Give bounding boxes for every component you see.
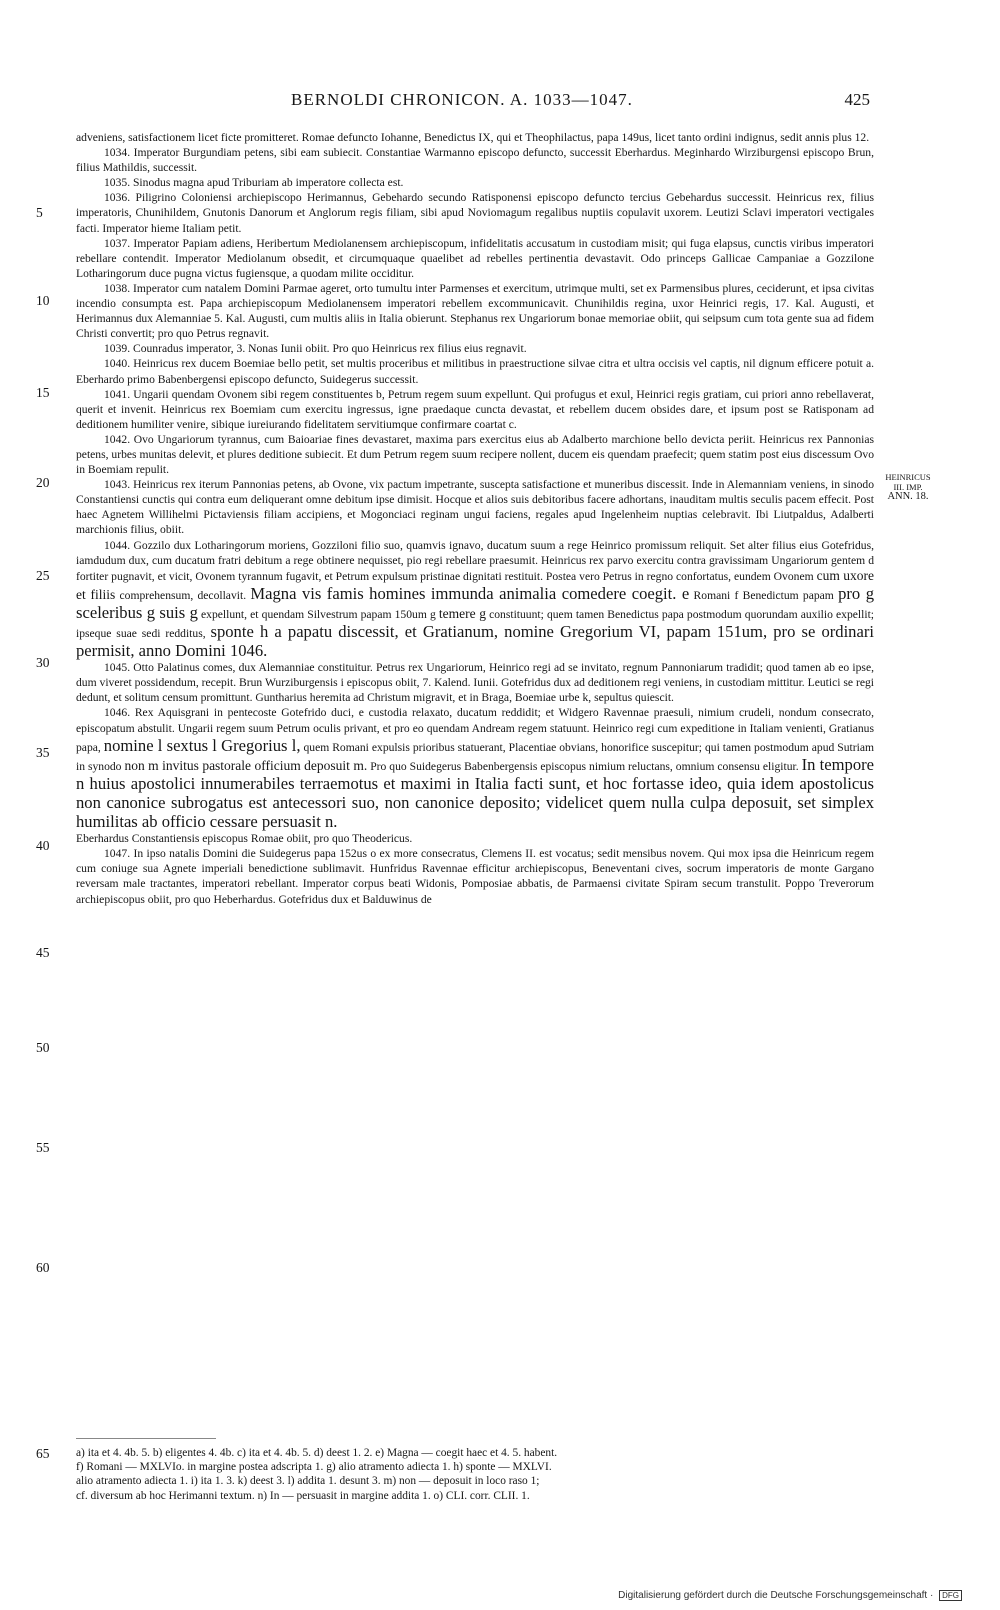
margin-note: [878, 472, 938, 502]
margin-note-year: ANN. 18.: [887, 491, 929, 502]
footnote-divider: [76, 1438, 216, 1439]
footnote-line: a) ita et 4. 4b. 5. b) eligentes 4. 4b. c) ita et 4. 4b. 5. d) deest 1. 2. e) Magna — coegit haec et 4. 5. habent.: [76, 1447, 558, 1459]
text-run: constituunt; quem tamen Benedictus papa postmodum quorundam auxilio expellit; ipseque suae sedi redditus,: [76, 607, 875, 640]
text-run-large: pro g sceleribus g suis g: [76, 583, 874, 622]
line-number: 10: [36, 293, 50, 308]
paragraph: adveniens, satisfactionem licet ficte promitteret. Romae defuncto Iohanne, Benedictus IX, qui et Theophilactus, papa 149us, licet tanto ordini indignus, sedit annis plus 12.: [76, 131, 870, 144]
paragraph-1036: 1036. Piligrino Coloniensi archiepiscopo Herimannus, Gebehardo secundo Ratisponensi episcopo defuncto tercius Gebehardus successit. Heinricus rex, filius imperatoris, Chunihildem, Gnutonis Danorum et Anglorum regis filiam, sibi apud Noviomagum regalibus nuptiis copulavit uxorem. Leutizi Sclavi imperatori vectigales facti. Imperator hieme Italiam petit.: [76, 191, 874, 235]
text-run-large: sponte h a papatu discessit, et Gratianum, nomine Gregorium VI, papam 151um, pro se ordinari permisit, anno Domini 1046.: [76, 622, 874, 661]
digitization-credit: [618, 1590, 962, 1601]
margin-note-title: III. IMP.: [893, 482, 923, 492]
text-run-large: non m invitus pastorale officium deposuit m.: [124, 757, 368, 773]
line-number: 50: [36, 1040, 50, 1055]
line-number-column: [36, 0, 66, 1610]
paragraph-1037: 1037. Imperator Papiam adiens, Heribertum Mediolanensem archiepiscopum, infidelitatis accusatum in custodiam misit; qui fuga elapsus, cunctis viribus imperatori rebellare contendit. Imperator Mediolanum obsedit, et circumquaque quaelibet ad rebelles pertinentia devastavit. Odo princeps Gallicae Campaniae a Gozzilone Lotharingorum duce pugna victus fugiensque, a quodam milite occiditur.: [76, 236, 874, 280]
running-title: BERNOLDI CHRONICON. A. 1033—1047.: [291, 90, 633, 109]
line-number: 60: [36, 1260, 50, 1275]
paragraph-1035: 1035. Sinodus magna apud Triburiam ab imperatore collecta est.: [104, 176, 404, 190]
paragraph-1046-end: Eberhardus Constantiensis episcopus Romae obiit, pro quo Theodericus.: [76, 832, 413, 846]
paragraph-1039: 1039. Counradus imperator, 3. Nonas Iunii obiit. Pro quo Heinricus rex filius eius regnavit.: [104, 342, 527, 356]
text-run: quem Romani expulsis prioribus statuerant, Placentiae obvians, honorifice suscepitur; qui tamen postmodum apud Sutriam in synodo: [76, 740, 875, 773]
line-number: 5: [36, 205, 43, 220]
credit-text: Digitalisierung gefördert durch die Deutsche Forschungsgemeinschaft ·: [618, 1590, 934, 1601]
footnote-line: alio atramento adiecta 1. i) ita 1. 3. k) deest 3. l) addita 1. desunt 3. m) non — deposuit in loco raso 1;: [76, 1475, 540, 1488]
paragraph-1042: 1042. Ovo Ungariorum tyrannus, cum Baioariae fines devastaret, maxima pars exercitus eius ab Adalberto marchione bello devicta periit. Heinricus rex Pannonias petens, urbes munitas delevit, et plures deditione subiecit. Et dum Petrum regem suum recipere nollent, ducem eis quendam praefecit; quem statim post eius discessum Ovo in Boemiam repulit.: [76, 432, 874, 477]
text-run: Pro quo Suidegerus Babenbergensis episcopus nimium reluctans, omnium consensu eligitur.: [370, 759, 799, 773]
text-run: expellunt, et quendam Silvestrum papam 150um g: [201, 607, 436, 621]
text-run: Romani f Benedictum papam: [693, 588, 834, 602]
line-number: 30: [36, 655, 50, 670]
chronicle-text: [76, 130, 874, 907]
footnote-line: f) Romani — MXLVIo. in margine postea adscripta 1. g) alio atramento adiecta 1. h) sponte — MXLVI.: [76, 1461, 552, 1474]
paragraph-1034: 1034. Imperator Burgundiam petens, sibi eam subiecit. Constantiae Warmanno episcopo defuncto, successit Eberhardus. Meginhardo Wirziburgensi episcopo Brun, filius Mathildis, successit.: [76, 146, 874, 175]
text-run: comprehensum, decollavit.: [119, 588, 247, 602]
line-number: 40: [36, 838, 50, 853]
page-header: [76, 90, 870, 116]
paragraph-1043: 1043. Heinricus rex iterum Pannonias petens, ab Ovone, vix pactum impetrante, suscepta satisfactione et muneribus discessit. Inde in Alemanniam veniens, in sinodo Constantiensi cunctis qui contra eum deliquerant omne debitum ipse dimisit. Hocque et alios suis debitoribus facere adhortans, inauditam multis seculis pacem effecit. Post haec Agnetem Willihelmi Pictaviensis filiam accipiens, et Mogonciaci reginam ungui faciens, regales apud Ingelenheim nuptias celebravit. Ibi Liutpaldus, Adalberti marchionis filius, obiit.: [76, 478, 874, 537]
paragraph-1040: 1040. Heinricus rex ducem Boemiae bello petit, set multis proceribus et militibus in praestructione silvae citra et ultra occisis vel captis, nil dignum efficere potuit a. Eberhardo primo Babenbergensi episcopo defuncto, Suidegerus successit.: [76, 357, 874, 386]
line-number: 35: [36, 745, 50, 760]
line-number: 15: [36, 385, 50, 400]
paragraph-1045: 1045. Otto Palatinus comes, dux Alemanniae constituitur. Petrus rex Ungariorum, Heinrico regi ad se invitato, regnum Pannoniarum tradidit; quod tamen ab eo ipse, dum viveret possidendum, recepit. Brun Wurziburgensis i episcopus obiit, 7. Kalend. Iunii. Gotefridus dux ad deditionem regi veniens, in custodiam mittitur. Leutici se regi dedunt, et solitum censum promittunt. Guntharius heremita ad Christum migravit, et in Braga, Boemiae urbe k, sepultus quiescit.: [76, 661, 874, 705]
text-run-large: cum uxore et filiis: [76, 567, 874, 602]
paragraph-1047: 1047. In ipso natalis Domini die Suidegerus papa 152us o ex more consecratus, Clemens II. est vocatus; sedit mensibus novem. Qui mox ipsa die Heinricum regem cum coniuge sua Agnete imperiali benedictione sublimavit. Hunfridus Ravennae efficitur archiepiscopus, Beneventani cives, socrum imperatoris de monte Gargano reversam male tractantes, imperatori rebellant. Imperator corpus beati Widonis, Pomposiae abbatis, de Parmaensi civitate Spiram secum transtulit. Poppo Treverorum archiepiscopus obiit, pro quo Heberhardus. Gotefridus dux et Balduwinus de: [76, 847, 874, 906]
text-run-large: In tempore n huius apostolici innumerabiles terraemotus et maximi in Italia facti sunt, et hoc fortasse ideo, quia idem apostolicus non canonice subrogatus est antecessori suo, non canonice deposito; videlicet quem nulla culpa deposuit, set simplex humilitas ab officio cessare persuasit n.: [76, 754, 875, 832]
line-number: 55: [36, 1140, 50, 1155]
paragraph-1038: 1038. Imperator cum natalem Domini Parmae ageret, orto tumultu inter Parmenses et exercitum, utrimque multi, set ex Parmensibus plures, ceciderunt, et ipsa civitas incendio consumpta est. Papa archiepiscopum Mediolanensem imperatori rebellem excommunicavit. Chunihildis regina, uxor Heinrici regis, 17. Kal. Augusti, et Herimannus dux Alemanniae 5. Kal. Augusti, cum multis aliis in Italia obierunt. Stephanus rex Ungariorum bonae memoriae obiit, qui seipsum cum tota gente sua ad fidem Christi convertit; pro quo Petrus regnavit.: [76, 281, 874, 341]
paragraph-1044: [76, 538, 874, 661]
line-number: 65: [36, 1446, 50, 1461]
paragraph-1046: [76, 705, 874, 831]
text-run: 1044. Gozzilo dux Lotharingorum moriens, Gozziloni filio suo, quamvis ignavo, ducatum suum a rege Heinrico promissum reliquit. Set alter filius eius Gotefridus, iamdudum dux, cum ducatum fratri debitum a rege obtinere nequisset, pio regi rebellare praesumit. Heinricus rex parvo exercitu contra gravissimam Ungariorum gentem d fortiter pugnavit, et vicit, Ovonem tyrannum fugavit, et Petrum expulsum pristinae dignitati restituit. Postea vero Petrus in regno confortatus, eundem Ovonem: [76, 538, 874, 583]
line-number: 20: [36, 475, 50, 490]
margin-note-name: HEINRICUS: [885, 472, 931, 482]
page-number: 425: [844, 90, 870, 109]
footnote-line: cf. diversum ab hoc Herimanni textum. n) In — persuasit in margine addita 1. o) CLI. corr. CLII. 1.: [76, 1489, 530, 1502]
dfg-logo: DFG: [939, 1590, 962, 1601]
paragraph-1041: 1041. Ungarii quendam Ovonem sibi regem constituentes b, Petrum regem suum expellunt. Qui profugus et exul, Heinrici regis gratiam, cui priori anno rebellaverat, querit et invenit. Heinricus rex Boemiam cum exercitu ingressus, igne praedaque cuncta devastat, et rebellem ducem obsides dare, et ipsum post se Ratisponam ad deditionem humiliter venire, sibique iureiurando fidelitatem servitiumque confirmare coartat c.: [76, 387, 874, 431]
text-run-large: Magna vis famis homines immunda animalia comedere coegit. e: [250, 583, 690, 603]
line-number: 25: [36, 568, 50, 583]
footnotes: [76, 1446, 874, 1503]
text-run-large: nomine l sextus l Gregorius l,: [103, 735, 301, 755]
text-run-large: temere g: [438, 605, 486, 621]
line-number: 45: [36, 945, 50, 960]
text-run: 1046. Rex Aquisgrani in pentecoste Gotefrido duci, e custodia relaxato, ducatum reddidit; et Widgero Ravennae praesuli, nimium crudeli, nondum consecrato, episcopatum abstulit. Ungarii regem suum Petrum oculis privant, et pro eo quendam Andream regem statuunt. Heinrico regi cum expeditione in Italiam venienti, Gratianus papa,: [76, 706, 874, 754]
